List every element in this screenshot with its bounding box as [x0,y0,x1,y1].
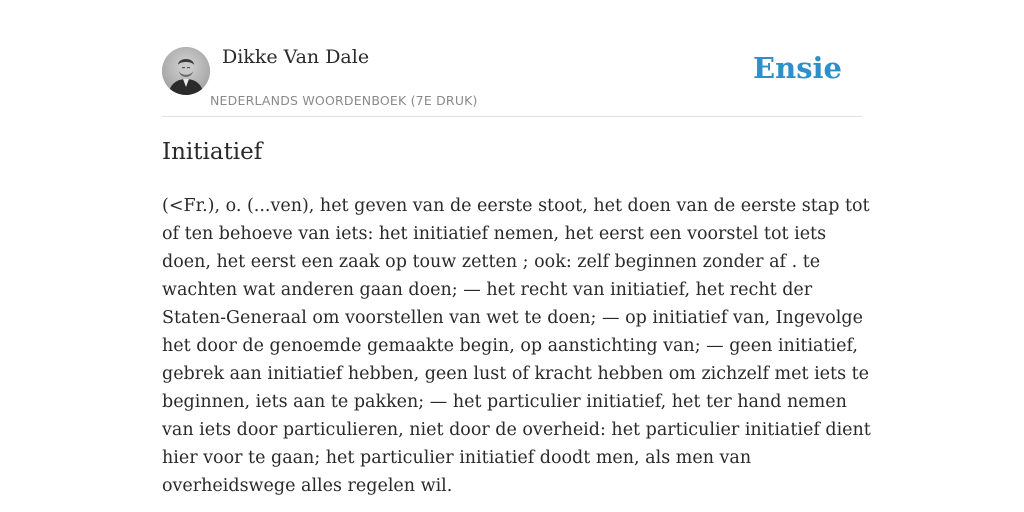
author-name[interactable]: Dikke Van Dale [222,46,370,68]
avatar[interactable] [162,47,210,95]
entry-title: Initiatief [162,139,263,165]
source-label[interactable]: NEDERLANDS WOORDENBOEK (7E DRUK) [210,93,478,108]
entry-definition: (<Fr.), o. (...ven), het geven van de eerste stoot, het doen van de eerste stap tot of ten behoeve van iets: het initiatief nemen, het eerst een voorstel tot iets doen, het eerst een zaak op touw zetten ; ook: zelf beginnen zonder af . te wachten wat anderen gaan doen; — het recht van initiatief, het recht der Staten-Generaal om voorstellen van wet te doen; — op initiatief van, Ingevolge het door de genoemde gemaakte begin, op aanstichting van; — geen initiatief, gebrek aan initiatief hebben, geen lust of kracht hebben om zichzelf met iets te beginnen, iets aan te pakken; — het particulier initiatief, het ter hand nemen van iets door particulieren, niet door de overheid: het particulier initiatief dient hier voor te gaan; het particulier initiatief doodt men, als men van overheidswege alles regelen wil. [162,196,871,496]
brand-logo[interactable]: Ensie [753,51,842,85]
entry-header [162,44,862,117]
author-portrait-icon [162,47,210,95]
